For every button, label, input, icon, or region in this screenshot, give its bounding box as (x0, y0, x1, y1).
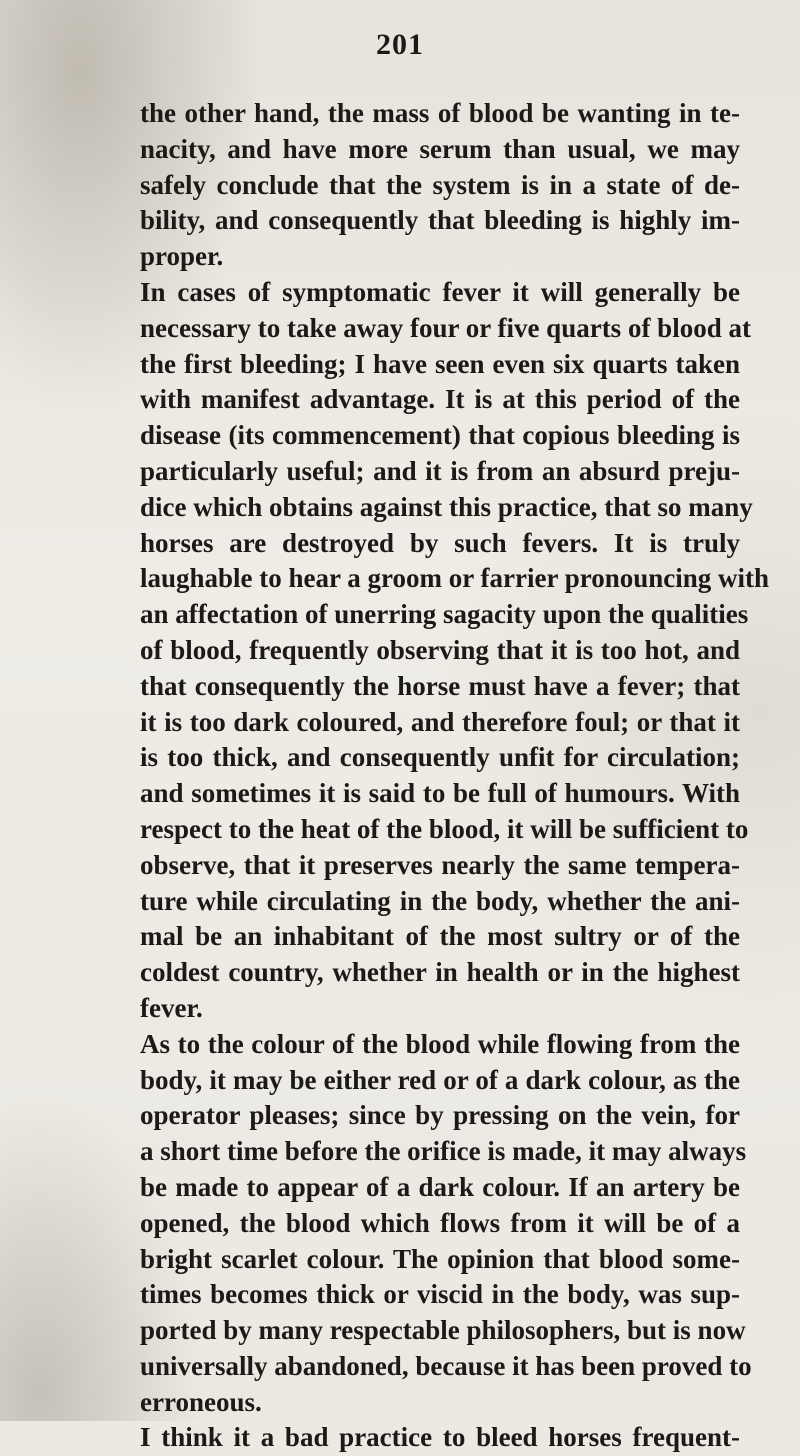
text-line: horses are destroyed by such fevers. It is truly (140, 527, 740, 558)
text-line: proper. (140, 241, 224, 272)
text-line: an affectation of unerring sagacity upon the qualities (140, 599, 749, 630)
text-line: be made to appear of a dark colour. If an artery be (140, 1171, 740, 1202)
text-line: body, it may be either red or of a dark colour, as the (140, 1064, 740, 1095)
text-line: a short time before the orifice is made, it may always (140, 1136, 747, 1167)
text-line: coldest country, whether in health or in the highest (140, 957, 740, 988)
page-number: 201 (376, 28, 424, 61)
text-line: operator pleases; since by pressing on the vein, for (140, 1100, 740, 1131)
text-line: In cases of symptomatic fever it will generally be (140, 276, 740, 307)
text-line: particularly useful; and it is from an absurd preju- (140, 455, 740, 486)
text-line: with manifest advantage. It is at this period of the (140, 384, 740, 415)
text-line: disease (its commencement) that copious bleeding is (140, 420, 740, 451)
text-line: necessary to take away four or five quarts of blood at (140, 312, 751, 343)
text-line: observe, that it preserves nearly the same tempera- (140, 849, 740, 880)
text-line: that consequently the horse must have a fever; that (140, 670, 740, 701)
text-line: respect to the heat of the blood, it will be sufficient to (140, 813, 749, 844)
text-line: I think it a bad practice to bleed horses frequent- (140, 1422, 740, 1453)
text-line: nacity, and have more serum than usual, we may (140, 133, 740, 164)
text-line: opened, the blood which flows from it will be of a (140, 1207, 740, 1238)
text-line: it is too dark coloured, and therefore foul; or that it (140, 706, 740, 737)
text-line: ture while circulating in the body, whether the ani- (140, 885, 740, 916)
text-line: safely conclude that the system is in a state of de- (140, 169, 740, 200)
text-line: times becomes thick or viscid in the body, was sup- (140, 1279, 740, 1310)
text-line: ported by many respectable philosophers, but is now (140, 1315, 746, 1346)
text-line: As to the colour of the blood while flowing from the (140, 1028, 740, 1059)
text-line: is too thick, and consequently unfit for circulation; (140, 742, 740, 773)
body-text (140, 96, 770, 1456)
text-line: mal be an inhabitant of the most sultry or of the (140, 921, 740, 952)
text-line: the other hand, the mass of blood be wanting in te- (140, 98, 740, 128)
text-line: bility, and consequently that bleeding is highly im- (140, 205, 740, 236)
text-line: dice which obtains against this practice, that so many (140, 491, 753, 522)
text-line: of blood, frequently observing that it is too hot, and (140, 634, 740, 665)
text-line: laughable to hear a groom or farrier pronouncing with (140, 563, 770, 594)
text-line: and sometimes it is said to be full of humours. With (140, 778, 740, 809)
text-line: the first bleeding; I have seen even six quarts taken (140, 348, 740, 379)
text-line: erroneous. (140, 1386, 262, 1417)
text-line: fever. (140, 992, 203, 1023)
text-line: bright scarlet colour. The opinion that blood some- (140, 1243, 740, 1274)
text-line: universally abandoned, because it has been proved to (140, 1350, 752, 1381)
